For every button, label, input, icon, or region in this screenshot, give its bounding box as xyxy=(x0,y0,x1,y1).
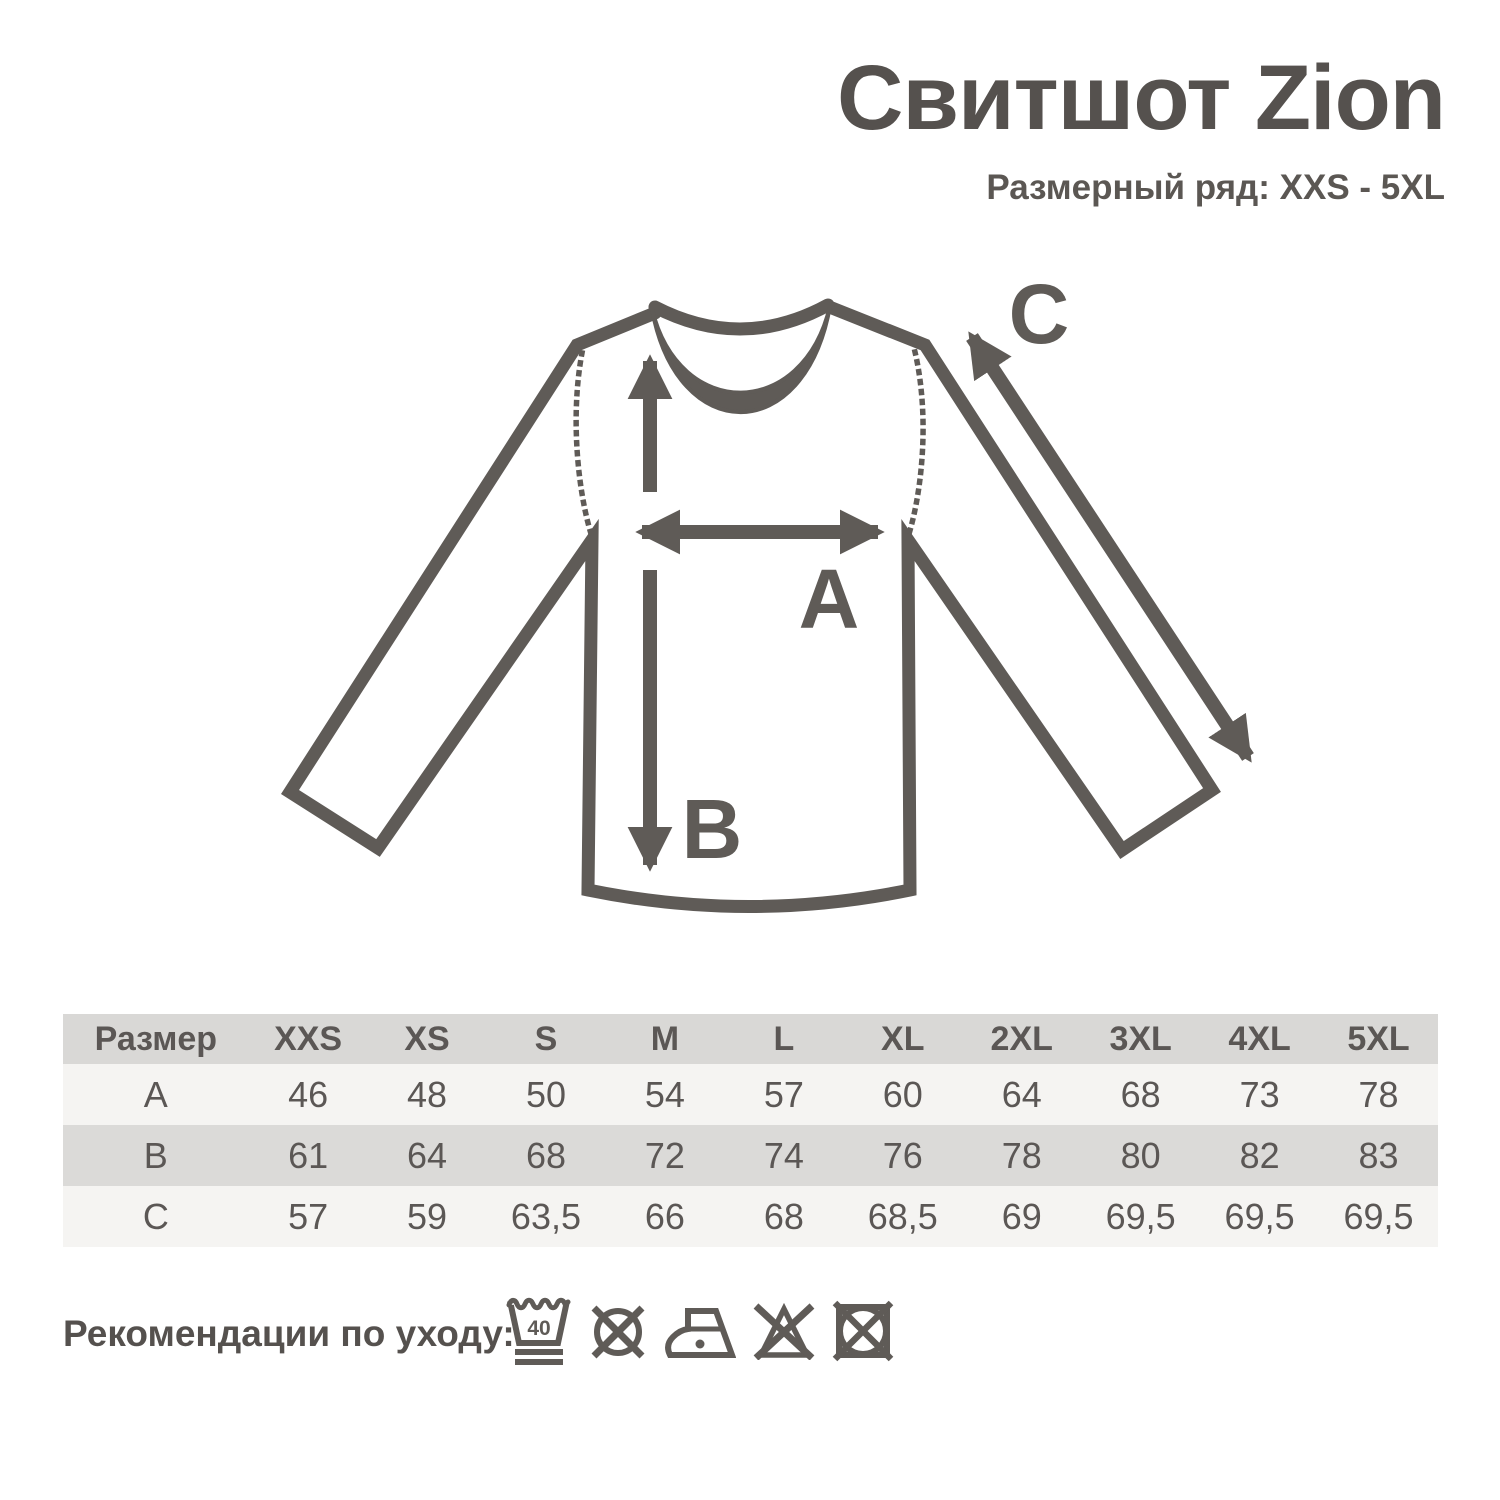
table-cell: 68 xyxy=(763,1195,804,1237)
table-cell: 64 xyxy=(407,1134,448,1176)
table-cell: 82 xyxy=(1239,1134,1280,1176)
table-cell: 76 xyxy=(882,1134,923,1176)
table-cell: 68,5 xyxy=(867,1195,938,1237)
column-header: XL xyxy=(881,1019,925,1058)
table-cell: 54 xyxy=(644,1073,685,1115)
iron-low-icon xyxy=(664,1302,736,1360)
row-label: A xyxy=(143,1073,168,1115)
wash-40-icon xyxy=(506,1296,572,1366)
table-cell: 72 xyxy=(644,1134,685,1176)
column-header: L xyxy=(773,1019,795,1058)
page-title: Свитшот Zion xyxy=(837,47,1445,149)
table-cell: 78 xyxy=(1001,1134,1042,1176)
table-cell: 61 xyxy=(288,1134,329,1176)
table-cell: 66 xyxy=(644,1195,685,1237)
table-cell: 57 xyxy=(288,1195,329,1237)
table-row-c xyxy=(63,1186,1438,1247)
row-label: C xyxy=(142,1195,169,1237)
table-cell: 69,5 xyxy=(1343,1195,1414,1237)
label-b: B xyxy=(681,782,743,876)
row-label: B xyxy=(143,1134,168,1176)
table-cell: 78 xyxy=(1358,1073,1399,1115)
column-header: 3XL xyxy=(1109,1019,1172,1058)
table-cell: 48 xyxy=(407,1073,448,1115)
care-icons xyxy=(506,1294,894,1368)
table-cell: 57 xyxy=(763,1073,804,1115)
table-cell: 80 xyxy=(1120,1134,1161,1176)
armhole-seam-right-dotted xyxy=(908,352,923,537)
armhole-seam-left-dotted xyxy=(576,353,592,537)
table-cell: 59 xyxy=(407,1195,448,1237)
table-cell: 74 xyxy=(763,1134,804,1176)
table-cell: 69,5 xyxy=(1105,1195,1176,1237)
do-not-dry-clean-icon xyxy=(588,1301,648,1361)
table-cell: 60 xyxy=(882,1073,923,1115)
table-cell: 68 xyxy=(525,1134,566,1176)
label-a: A xyxy=(798,552,860,646)
do-not-bleach-icon xyxy=(752,1302,816,1360)
size-range-value: XXS - 5XL xyxy=(1279,168,1445,207)
column-header-size: Размер xyxy=(94,1019,218,1058)
table-header-row xyxy=(63,1014,1438,1064)
column-header: 2XL xyxy=(990,1019,1053,1058)
table-cell: 69,5 xyxy=(1224,1195,1295,1237)
column-header: 4XL xyxy=(1228,1019,1291,1058)
table-cell: 46 xyxy=(288,1073,329,1115)
table-row-a xyxy=(63,1064,1438,1125)
table-cell: 64 xyxy=(1001,1073,1042,1115)
column-header: 5XL xyxy=(1347,1019,1410,1058)
table-cell: 83 xyxy=(1358,1134,1399,1176)
size-table xyxy=(63,1014,1438,1247)
table-row-b xyxy=(63,1125,1438,1186)
column-header: M xyxy=(650,1019,680,1058)
table-cell: 63,5 xyxy=(510,1195,581,1237)
wash-temp-value: 40 xyxy=(527,1317,551,1340)
table-cell: 69 xyxy=(1001,1195,1042,1237)
column-header: XXS xyxy=(274,1019,343,1058)
column-header: S xyxy=(534,1019,558,1058)
size-range-label: Размерный ряд: xyxy=(986,168,1270,207)
sweatshirt-diagram xyxy=(250,275,1280,940)
table-cell: 73 xyxy=(1239,1073,1280,1115)
header xyxy=(837,47,1445,208)
label-c: C xyxy=(1008,275,1070,361)
size-range xyxy=(837,168,1445,208)
table-cell: 50 xyxy=(525,1073,566,1115)
column-header: XS xyxy=(404,1019,450,1058)
table-cell: 68 xyxy=(1120,1073,1161,1115)
care-label: Рекомендации по уходу: xyxy=(63,1313,515,1354)
do-not-tumble-dry-icon xyxy=(832,1300,894,1362)
collar-back-line xyxy=(655,305,828,329)
